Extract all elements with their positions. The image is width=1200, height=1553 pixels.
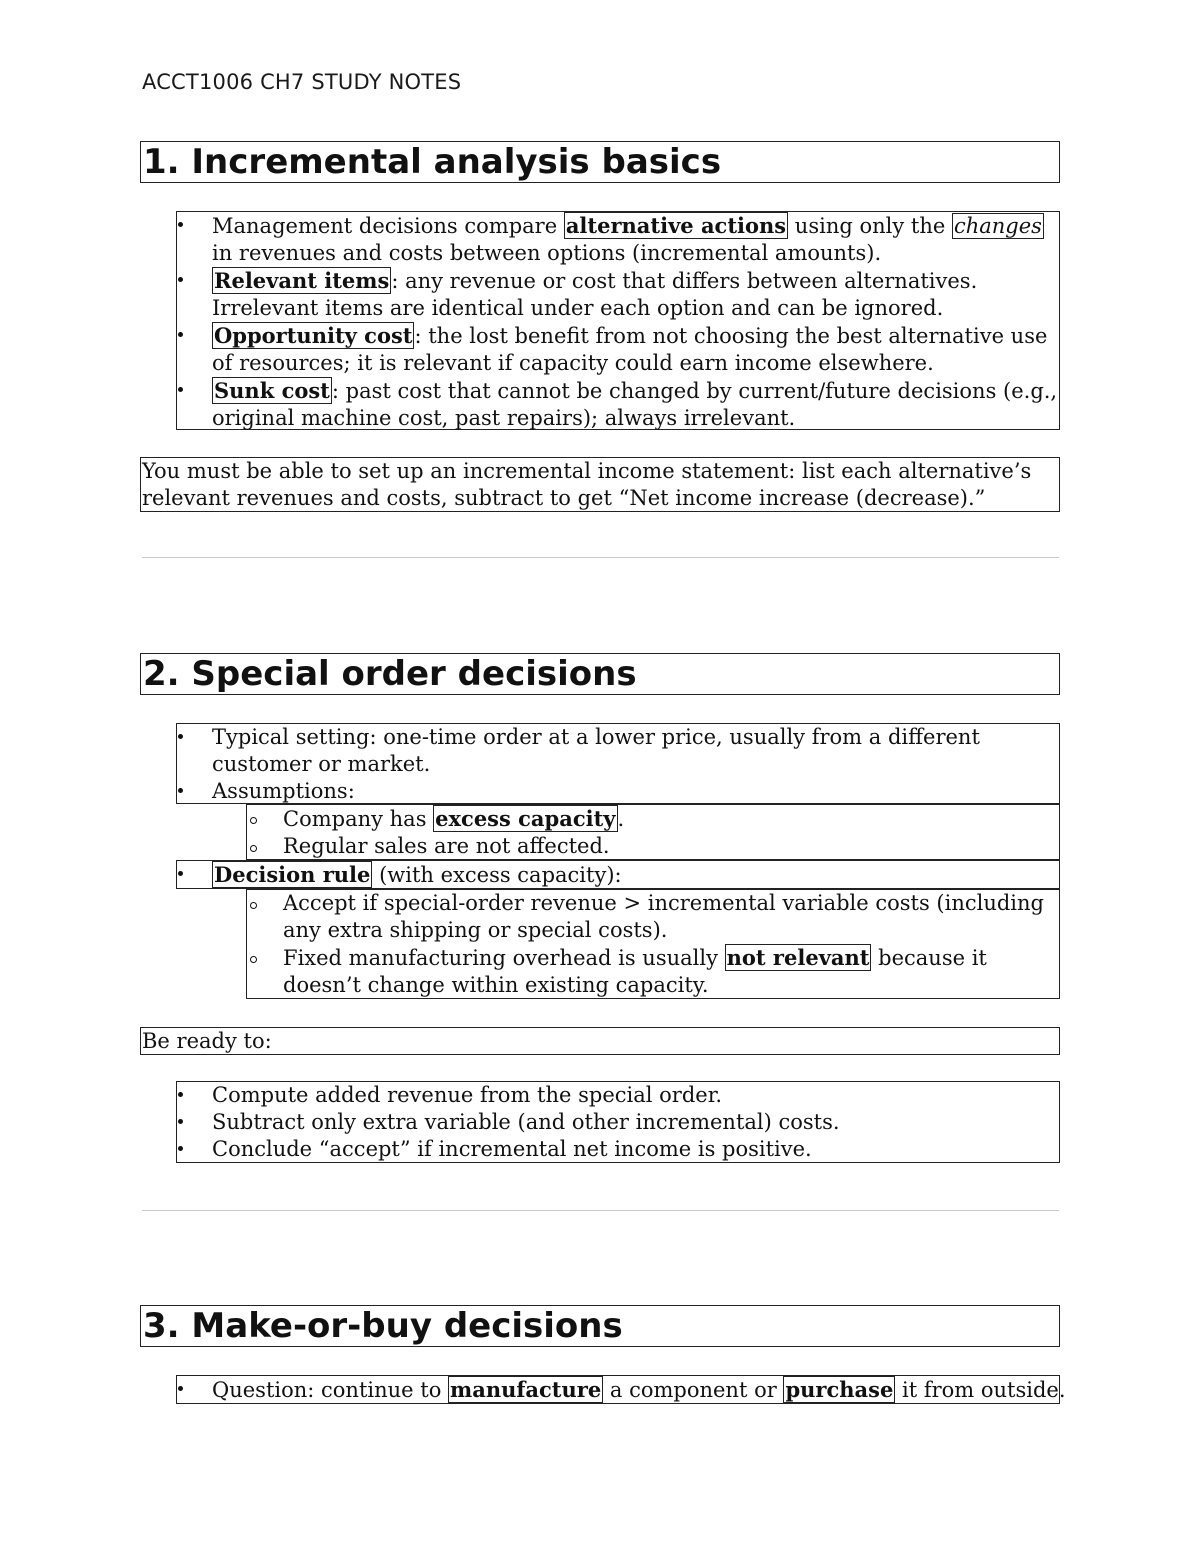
bullet-sunk-cost: Sunk cost: past cost that cannot be changed by current/future decisions (e.g., original machine cost, past repairs); always irrelevant. xyxy=(177,377,1059,432)
bullet-opportunity-cost: Opportunity cost: the lost benefit from not choosing the best alternative use of resources; it is relevant if capacity could earn income elsewhere. xyxy=(177,322,1059,377)
assumption-excess-capacity: Company has excess capacity. xyxy=(247,805,1059,833)
be-ready-label: Be ready to: xyxy=(140,1027,1060,1055)
bullet-decision-rule: Decision rule (with excess capacity): xyxy=(177,861,1059,889)
section-2-heading: 2. Special order decisions xyxy=(140,653,1060,695)
special-order-bullets xyxy=(176,723,1060,804)
section-1-bullets xyxy=(176,211,1060,430)
section-divider xyxy=(142,1210,1059,1211)
incremental-statement-note: You must be able to set up an incremental income statement: list each alternative’s relevant revenues and costs, subtract to get “Net income increase (decrease).” xyxy=(140,457,1060,512)
special-order-steps xyxy=(176,1081,1060,1163)
section-divider xyxy=(142,557,1059,558)
document-title: ACCT1006 CH7 STUDY NOTES xyxy=(142,70,462,94)
section-3-heading: 3. Make-or-buy decisions xyxy=(140,1305,1060,1347)
assumption-regular-sales: Regular sales are not affected. xyxy=(247,833,1059,860)
decision-rule-bullet-box xyxy=(176,860,1060,889)
step-conclude-accept: Conclude “accept” if incremental net income is positive. xyxy=(177,1136,1059,1163)
section-1-heading: 1. Incremental analysis basics xyxy=(140,141,1060,183)
bullet-assumptions: Assumptions: xyxy=(177,778,1059,805)
step-subtract-costs: Subtract only extra variable (and other incremental) costs. xyxy=(177,1109,1059,1136)
bullet-relevant-items: Relevant items: any revenue or cost that differs between alternatives. Irrelevant items are identical under each option and can be ignored. xyxy=(177,267,1059,322)
bullet-make-or-buy-question: Question: continue to manufacture a component or purchase it from outside. xyxy=(177,1376,1059,1404)
assumptions-list xyxy=(246,804,1060,860)
rule-fixed-overhead: Fixed manufacturing overhead is usually not relevant because it doesn’t change within existing capacity. xyxy=(247,944,1059,999)
rule-accept-if: Accept if special-order revenue > incremental variable costs (including any extra shipping or special costs). xyxy=(247,890,1059,944)
make-or-buy-bullets xyxy=(176,1375,1066,1404)
step-compute-revenue: Compute added revenue from the special order. xyxy=(177,1082,1059,1109)
decision-rule-list xyxy=(246,889,1060,999)
bullet-typical-setting: Typical setting: one-time order at a lower price, usually from a different customer or market. xyxy=(177,724,1059,778)
bullet-incremental-definition: Management decisions compare alternative actions using only the changes in revenues and costs between options (incremental amounts). xyxy=(177,212,1059,267)
